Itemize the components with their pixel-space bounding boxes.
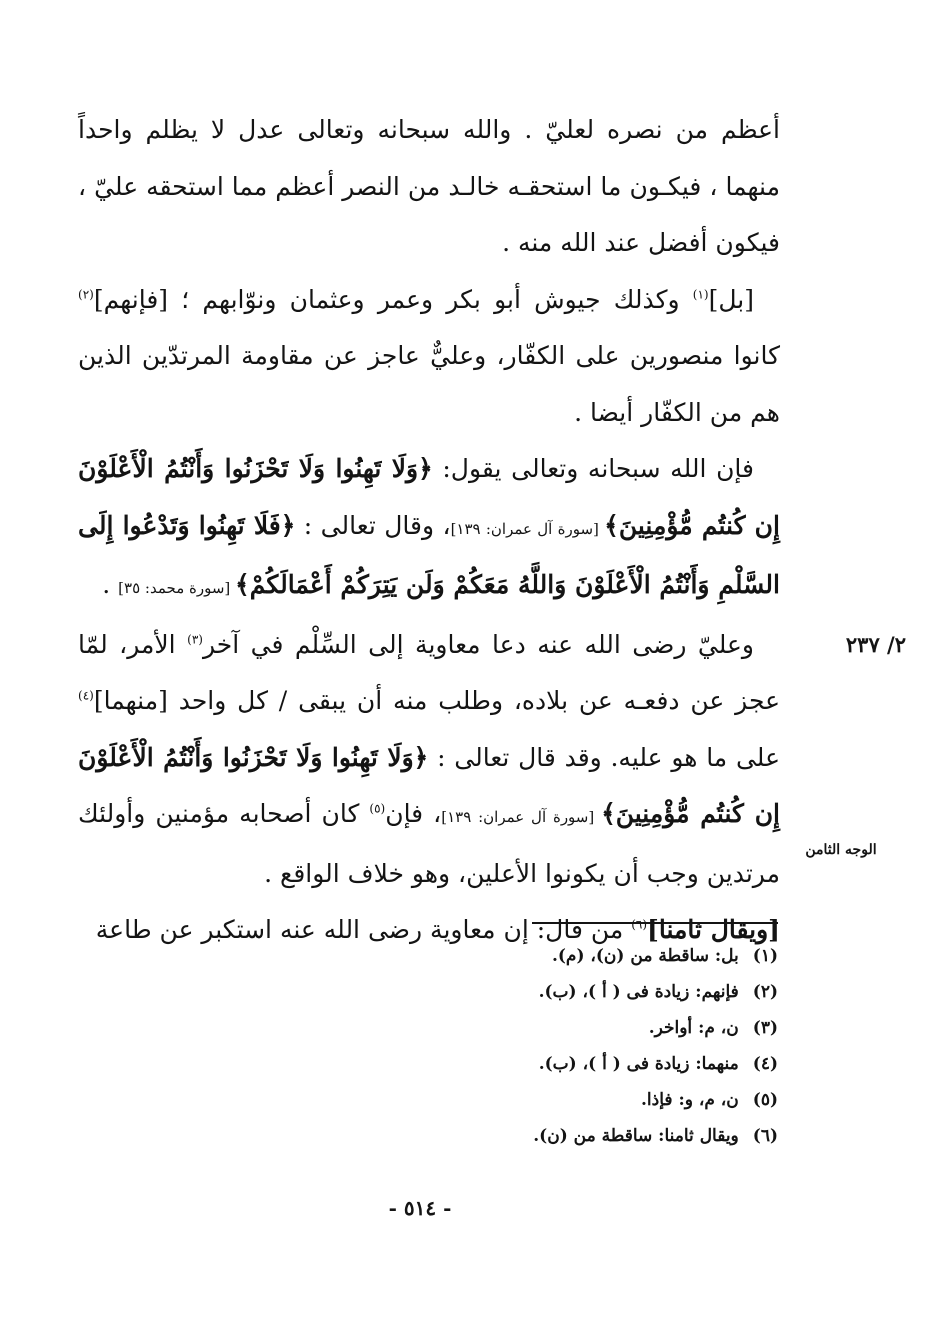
- verse-reference: [سورة محمد: ٣٥]: [118, 579, 236, 597]
- text-run: الأمر، لمّا عجز عن دفعـه عن بلاده، وطلب منه أن يبقى / كل واحد [منهما]: [78, 629, 780, 715]
- main-text: [78, 102, 780, 959]
- footnote-item: [420, 1118, 778, 1154]
- footnote-text: منهما: زيادة فى ( أ )، (ب).: [538, 1054, 739, 1074]
- footnote-text: ن، م: أواخر.: [648, 1018, 739, 1038]
- footnote-marker: (١): [692, 287, 709, 302]
- paragraph-2: [78, 272, 780, 442]
- text-run: [بل]: [708, 284, 754, 314]
- paragraph-4: [78, 617, 780, 903]
- footnotes: [420, 938, 778, 1154]
- footnote-text: ويقال ثامنا: ساقطة من (ن).: [533, 1126, 739, 1146]
- footnote-text: ن، م، و: فإذا.: [641, 1090, 739, 1110]
- footnote-item: [420, 1010, 778, 1046]
- footnote-item: [420, 938, 778, 974]
- verse-reference: [سورة آل عمران: ١٣٩]: [441, 808, 602, 826]
- footnote-marker: (٣): [187, 632, 203, 647]
- text-run: كان أصحابه مؤمنين وأولئك مرتدين وجب أن يكونوا الأعلين، وهو خلاف الواقع .: [78, 799, 780, 888]
- text-run: وعليّ رضى الله عنه دعا معاوية إلى السِّلْم في آخر: [202, 629, 754, 659]
- quran-verse: ﴿وَلَا تَهِنُوا وَلَا تَحْزَنُوا وَأَنْتُمُ الْأَعْلَوْنَ إِن كُنتُم مُّؤْمِنِينَ﴾: [78, 742, 781, 828]
- text-run: .: [102, 570, 119, 599]
- footnote-divider: [532, 922, 778, 924]
- page-number: - ٥١٤ -: [388, 1196, 452, 1220]
- text-run: من قال: إن معاوية رضى الله عنه استكبر عن طاعة: [95, 915, 632, 944]
- quran-verse: ﴿فَلَا تَهِنُوا وَتَدْعُوا إِلَى السَّلْمِ وَأَنْتُمُ الْأَعْلَوْنَ وَاللَّهُ مَعَكُمْ وَلَن يَتِرَكُمْ أَعْمَالَكُمْ﴾: [78, 510, 780, 599]
- paragraph-1: [78, 102, 780, 272]
- footnote-item: [420, 974, 778, 1010]
- text-run: ، فإن: [385, 799, 442, 828]
- footnote-number: (٢): [752, 982, 778, 1002]
- verse-reference: [سورة آل عمران: ١٣٩]: [450, 519, 605, 538]
- section-heading-inline: [ويقال ثامنا]: [647, 915, 780, 944]
- footnote-item: [420, 1046, 778, 1082]
- footnote-text: بل: ساقطة من (ن)، (م).: [551, 946, 739, 966]
- text-run: وكذلك جيوش أبو بكر وعمر وعثمان ونوّابهم ؛ [فإنهم]: [93, 284, 693, 314]
- paragraph-3: [78, 441, 780, 617]
- quran-verse: ﴿وَلَا تَهِنُوا وَلَا تَحْزَنُوا وَأَنْتُمُ الْأَعْلَوْنَ إِن كُنتُم مُّؤْمِنِينَ﴾: [78, 454, 780, 540]
- footnote-marker: (٥): [369, 801, 386, 816]
- margin-section-label: الوجه الثامن: [805, 842, 877, 858]
- footnote-marker: (٦): [631, 917, 648, 932]
- footnote-number: (١): [752, 946, 778, 966]
- footnote-marker: (٤): [78, 688, 94, 703]
- footnote-marker: (٢): [78, 287, 94, 302]
- footnote-text: فإنهم: زيادة فى ( أ )، (ب).: [538, 982, 739, 1002]
- text-run: أعظم من نصره لعليّ . والله سبحانه وتعالى عدل لا يظلم واحداً منهما ، فيكـون ما استحقـه خالـد من النصر أعظم مما استحقه عليّ ، فيكون أفضل عند الله منه .: [78, 115, 780, 257]
- text-run: كانوا منصورين على الكفّار، وعليٌّ عاجز عن مقاومة المرتدّين الذين هم من الكفّار أيضا .: [78, 341, 780, 427]
- text-run: ، وقال تعالى :: [295, 510, 451, 540]
- footnote-number: (٣): [752, 1018, 778, 1038]
- text-run: على ما هو عليه. وقد قال تعالى :: [428, 742, 780, 772]
- footnote-number: (٦): [752, 1126, 778, 1146]
- footnote-item: [420, 1082, 778, 1118]
- text-run: فإن الله سبحانه وتعالى يقول:: [432, 454, 754, 483]
- footnote-number: (٥): [752, 1090, 778, 1110]
- footnote-number: (٤): [752, 1054, 778, 1074]
- margin-page-reference: ٢/ ٢٣٧: [845, 632, 906, 657]
